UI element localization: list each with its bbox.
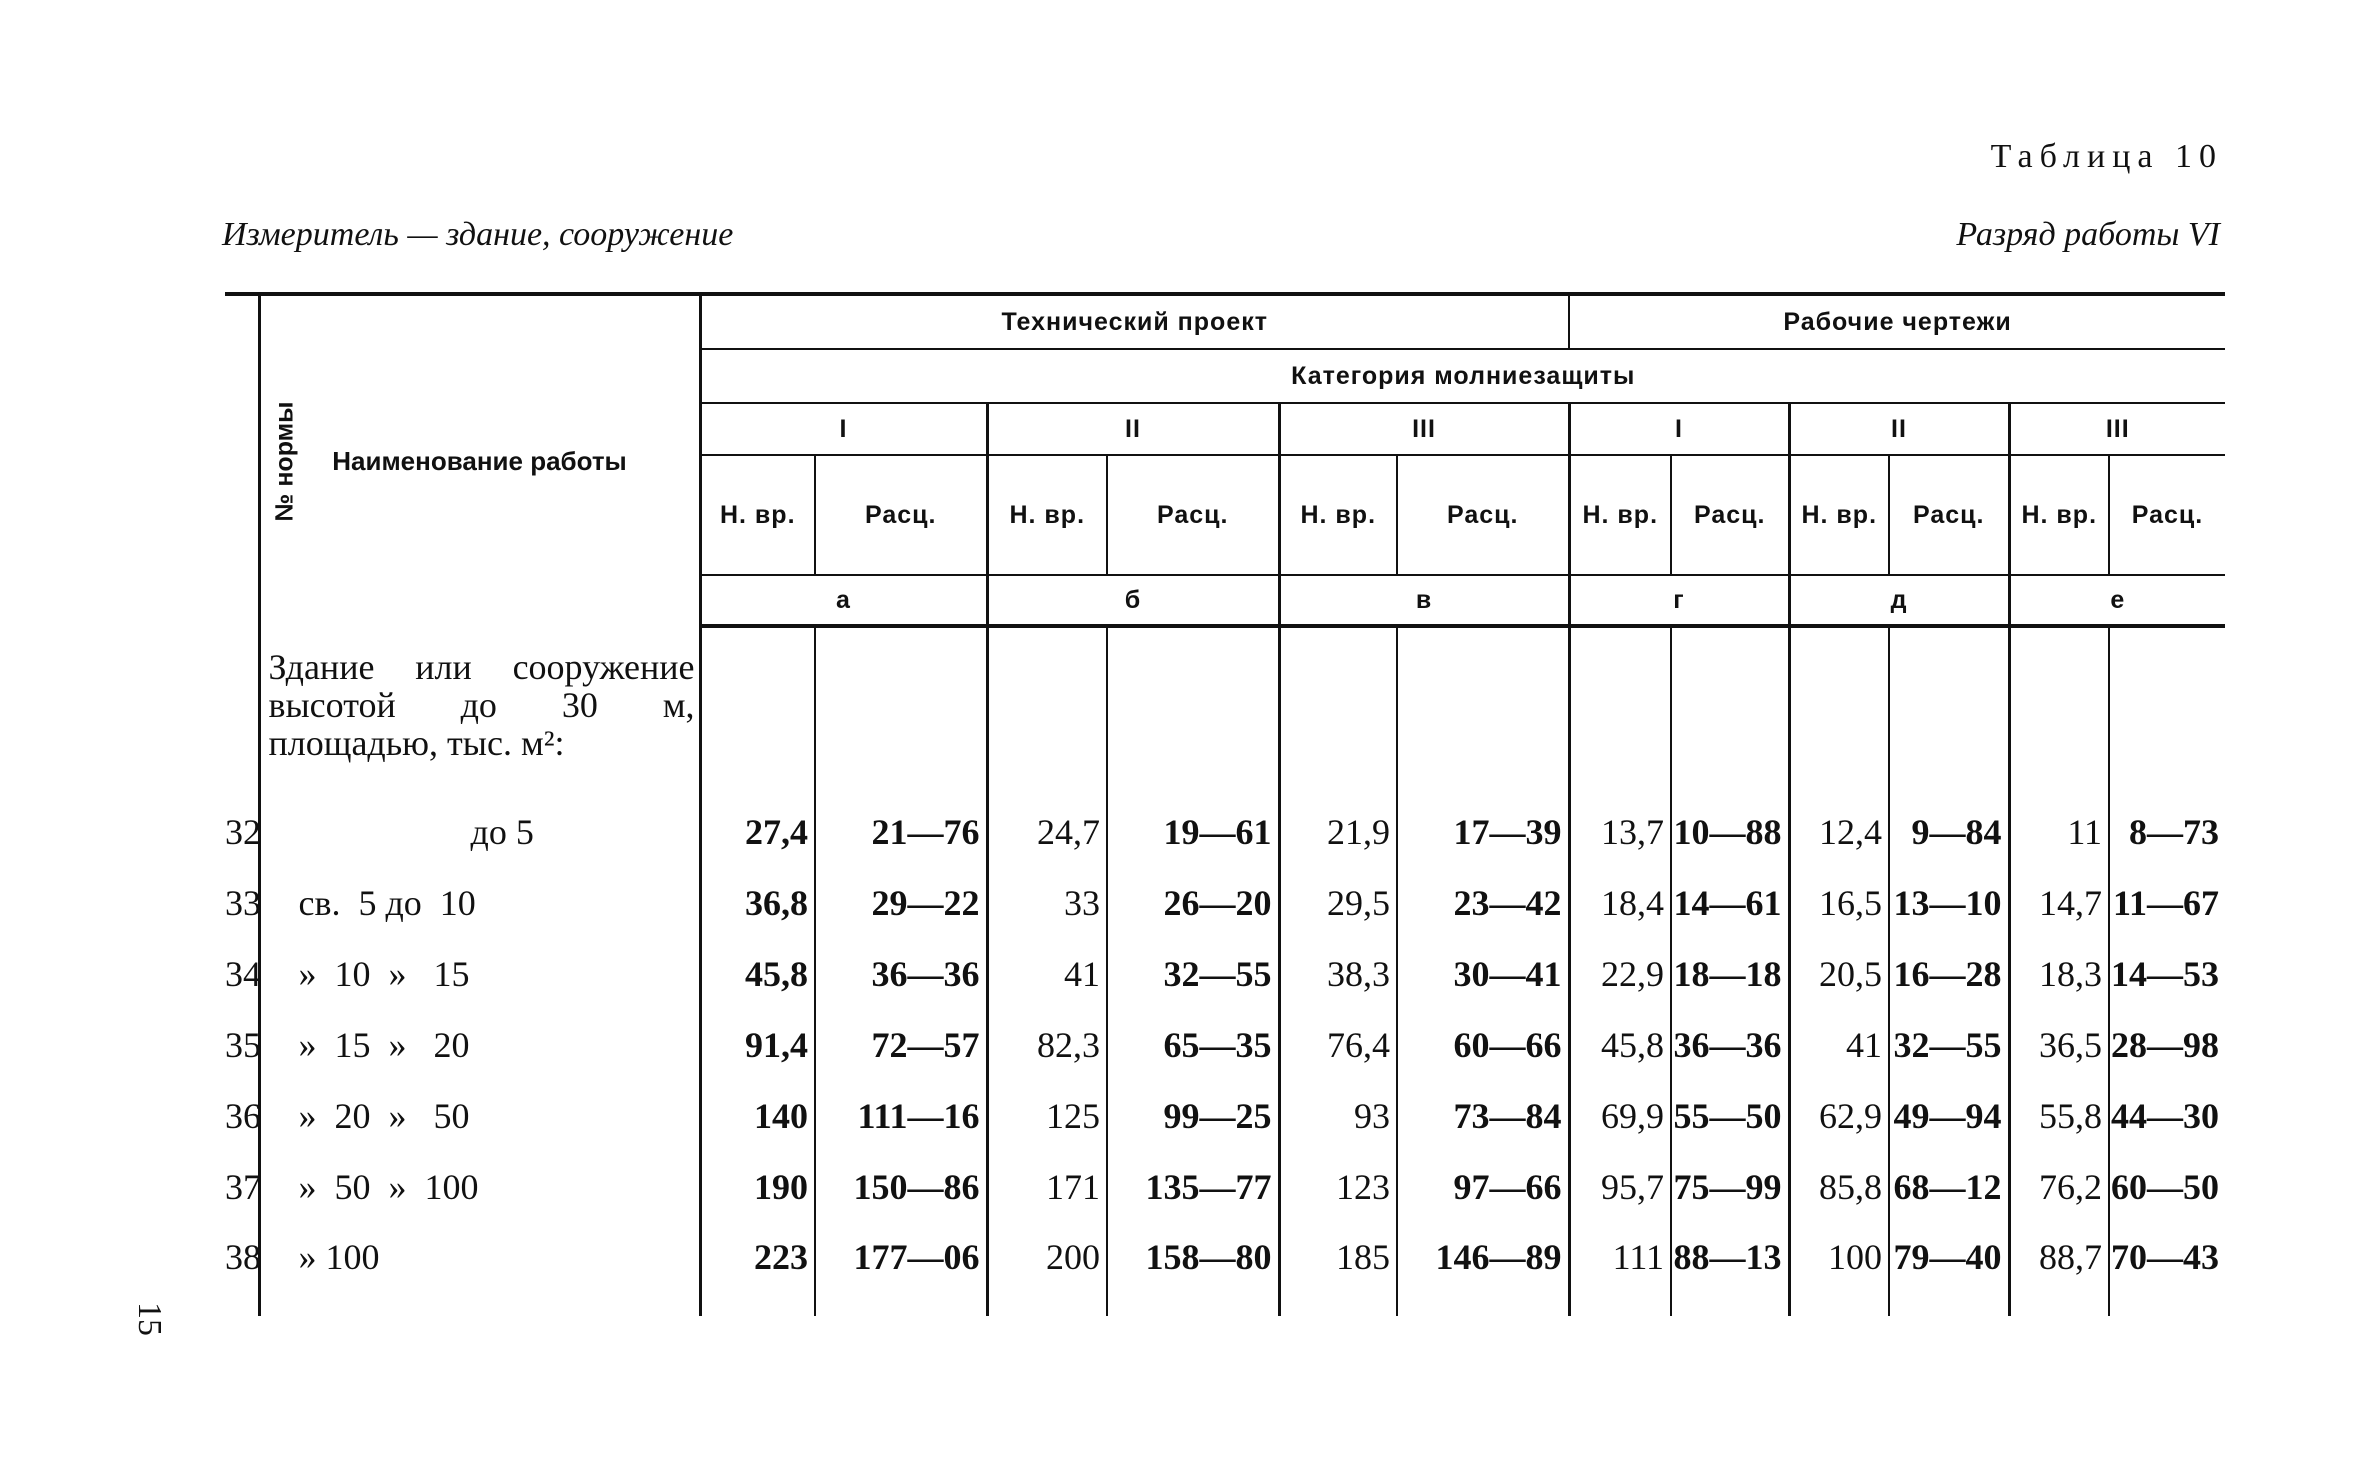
time-norm-value: 11: [2009, 796, 2109, 867]
time-norm-value: 24,7: [987, 796, 1107, 867]
rate-value: 23—42: [1397, 867, 1569, 938]
time-norm-value: 140: [700, 1080, 815, 1151]
work-grade-label: Разряд работы VI: [1956, 216, 2220, 253]
rate-value: 135—77: [1107, 1151, 1279, 1222]
rate-value: 32—55: [1889, 1009, 2009, 1080]
page-number: 15: [131, 1302, 168, 1336]
rate-value: 14—61: [1671, 867, 1789, 938]
norm-number: 33: [225, 882, 261, 923]
norm-number: 34: [225, 953, 261, 994]
group-technical-project: Технический проект: [700, 294, 1569, 349]
rate-value: 18—18: [1671, 938, 1789, 1009]
time-norm-value: 85,8: [1789, 1151, 1889, 1222]
rate-value: 8—73: [2109, 796, 2225, 867]
rate-value: 17—39: [1397, 796, 1569, 867]
time-norm-value: 27,4: [700, 796, 815, 867]
table-row: [225, 1151, 2225, 1222]
time-norm-value: 45,8: [700, 938, 815, 1009]
roman-header: II: [1789, 403, 2009, 455]
rate-value: 60—66: [1397, 1009, 1569, 1080]
time-norm-value: 16,5: [1789, 867, 1889, 938]
rate-value: 68—12: [1889, 1151, 2009, 1222]
rate-value: 26—20: [1107, 867, 1279, 938]
column-letter: а: [700, 575, 987, 626]
work-description-intro: Здание или сооружение высотой до 30 м, площадью, тыс. м²:: [259, 626, 700, 796]
rate-value: 30—41: [1397, 938, 1569, 1009]
norm-number: 37: [225, 1166, 261, 1207]
rate-header: Расц.: [1889, 455, 2009, 575]
table-row: [225, 1222, 2225, 1316]
time-norm-value: 21,9: [1279, 796, 1397, 867]
time-norm-value: 41: [987, 938, 1107, 1009]
rate-header: Расц.: [2109, 455, 2225, 575]
rate-value: 36—36: [1671, 1009, 1789, 1080]
roman-header: III: [2009, 403, 2225, 455]
time-norm-value: 125: [987, 1080, 1107, 1151]
work-name-header: Наименование работы: [259, 294, 700, 626]
norm-number-header-text: № нормы: [270, 401, 299, 521]
roman-header: I: [1569, 403, 1789, 455]
rate-value: 111—16: [815, 1080, 987, 1151]
rate-value: 36—36: [815, 938, 987, 1009]
time-norm-value: 55,8: [2009, 1080, 2109, 1151]
time-norm-value: 190: [700, 1151, 815, 1222]
work-name: св. 5 до 10: [259, 867, 700, 938]
time-norm-value: 20,5: [1789, 938, 1889, 1009]
time-norm-header: Н. вр.: [1789, 455, 1889, 575]
rate-value: 88—13: [1671, 1222, 1789, 1316]
column-letter: г: [1569, 575, 1789, 626]
work-name: » 20 » 50: [259, 1080, 700, 1151]
work-name: до 5: [259, 796, 700, 867]
time-norm-value: 33: [987, 867, 1107, 938]
time-norm-value: 76,4: [1279, 1009, 1397, 1080]
time-norm-value: 45,8: [1569, 1009, 1671, 1080]
table-row: [225, 796, 2225, 867]
work-name: » 10 » 15: [259, 938, 700, 1009]
time-norm-value: 95,7: [1569, 1151, 1671, 1222]
time-norm-value: 29,5: [1279, 867, 1397, 938]
rate-value: 19—61: [1107, 796, 1279, 867]
table-body: [225, 626, 2225, 1316]
column-letter: д: [1789, 575, 2009, 626]
rate-value: 158—80: [1107, 1222, 1279, 1316]
rate-value: 72—57: [815, 1009, 987, 1080]
time-norm-value: 123: [1279, 1151, 1397, 1222]
time-norm-value: 111: [1569, 1222, 1671, 1316]
time-norm-header: Н. вр.: [987, 455, 1107, 575]
time-norm-value: 171: [987, 1151, 1107, 1222]
work-name: » 50 » 100: [259, 1151, 700, 1222]
rate-value: 65—35: [1107, 1009, 1279, 1080]
time-norm-value: 12,4: [1789, 796, 1889, 867]
group-working-drawings: Рабочие чертежи: [1569, 294, 2225, 349]
rate-value: 21—76: [815, 796, 987, 867]
table-row: [225, 938, 2225, 1009]
rate-value: 10—88: [1671, 796, 1789, 867]
intro-row: [225, 626, 2225, 796]
rate-value: 60—50: [2109, 1151, 2225, 1222]
rate-value: 49—94: [1889, 1080, 2009, 1151]
rate-value: 11—67: [2109, 867, 2225, 938]
time-norm-header: Н. вр.: [2009, 455, 2109, 575]
rate-value: 97—66: [1397, 1151, 1569, 1222]
rate-value: 79—40: [1889, 1222, 2009, 1316]
table-row: [225, 1080, 2225, 1151]
time-norm-value: 22,9: [1569, 938, 1671, 1009]
rate-header: Расц.: [1397, 455, 1569, 575]
rate-header: Расц.: [1671, 455, 1789, 575]
roman-header: II: [987, 403, 1279, 455]
time-norm-value: 13,7: [1569, 796, 1671, 867]
time-norm-value: 93: [1279, 1080, 1397, 1151]
time-norm-value: 185: [1279, 1222, 1397, 1316]
lightning-category-header: Категория молниезащиты: [700, 349, 2225, 403]
time-norm-value: 91,4: [700, 1009, 815, 1080]
norm-number-header: [225, 294, 299, 626]
column-letter: в: [1279, 575, 1569, 626]
norm-number: 38: [225, 1237, 261, 1277]
rate-value: 99—25: [1107, 1080, 1279, 1151]
norm-number: 32: [225, 811, 261, 852]
time-norm-value: 82,3: [987, 1009, 1107, 1080]
rate-value: 32—55: [1107, 938, 1279, 1009]
time-norm-value: 200: [987, 1222, 1107, 1316]
norm-number: 35: [225, 1024, 261, 1065]
labor-norms-table: [225, 292, 2225, 1316]
rate-value: 9—84: [1889, 796, 2009, 867]
time-norm-value: 62,9: [1789, 1080, 1889, 1151]
rate-header: Расц.: [1107, 455, 1279, 575]
time-norm-value: 18,4: [1569, 867, 1671, 938]
rate-value: 146—89: [1397, 1222, 1569, 1316]
time-norm-header: Н. вр.: [1279, 455, 1397, 575]
table-row: [225, 867, 2225, 938]
table-header: [225, 294, 2225, 626]
time-norm-value: 36,8: [700, 867, 815, 938]
time-norm-value: 41: [1789, 1009, 1889, 1080]
rate-value: 16—28: [1889, 938, 2009, 1009]
time-norm-value: 76,2: [2009, 1151, 2109, 1222]
rate-value: 14—53: [2109, 938, 2225, 1009]
norm-number: 36: [225, 1095, 261, 1136]
rate-value: 177—06: [815, 1222, 987, 1316]
time-norm-value: 38,3: [1279, 938, 1397, 1009]
time-norm-value: 18,3: [2009, 938, 2109, 1009]
roman-header: III: [1279, 403, 1569, 455]
time-norm-value: 223: [700, 1222, 815, 1316]
time-norm-value: 88,7: [2009, 1222, 2109, 1316]
work-name: » 15 » 20: [259, 1009, 700, 1080]
rate-value: 29—22: [815, 867, 987, 938]
measurement-unit-label: Измеритель — здание, сооружение: [222, 216, 734, 253]
column-letter: е: [2009, 575, 2225, 626]
time-norm-header: Н. вр.: [700, 455, 815, 575]
rate-value: 13—10: [1889, 867, 2009, 938]
rate-value: 150—86: [815, 1151, 987, 1222]
rate-value: 70—43: [2109, 1222, 2225, 1316]
rate-value: 75—99: [1671, 1151, 1789, 1222]
time-norm-value: 36,5: [2009, 1009, 2109, 1080]
rate-value: 28—98: [2109, 1009, 2225, 1080]
table-number-label: Таблица 10: [1990, 138, 2223, 175]
time-norm-value: 14,7: [2009, 867, 2109, 938]
time-norm-value: 69,9: [1569, 1080, 1671, 1151]
roman-header: I: [700, 403, 987, 455]
rate-value: 55—50: [1671, 1080, 1789, 1151]
table-row: [225, 1009, 2225, 1080]
time-norm-value: 100: [1789, 1222, 1889, 1316]
rate-value: 73—84: [1397, 1080, 1569, 1151]
time-norm-header: Н. вр.: [1569, 455, 1671, 575]
rate-header: Расц.: [815, 455, 987, 575]
work-name: » 100: [259, 1222, 700, 1316]
rate-value: 44—30: [2109, 1080, 2225, 1151]
column-letter: б: [987, 575, 1279, 626]
